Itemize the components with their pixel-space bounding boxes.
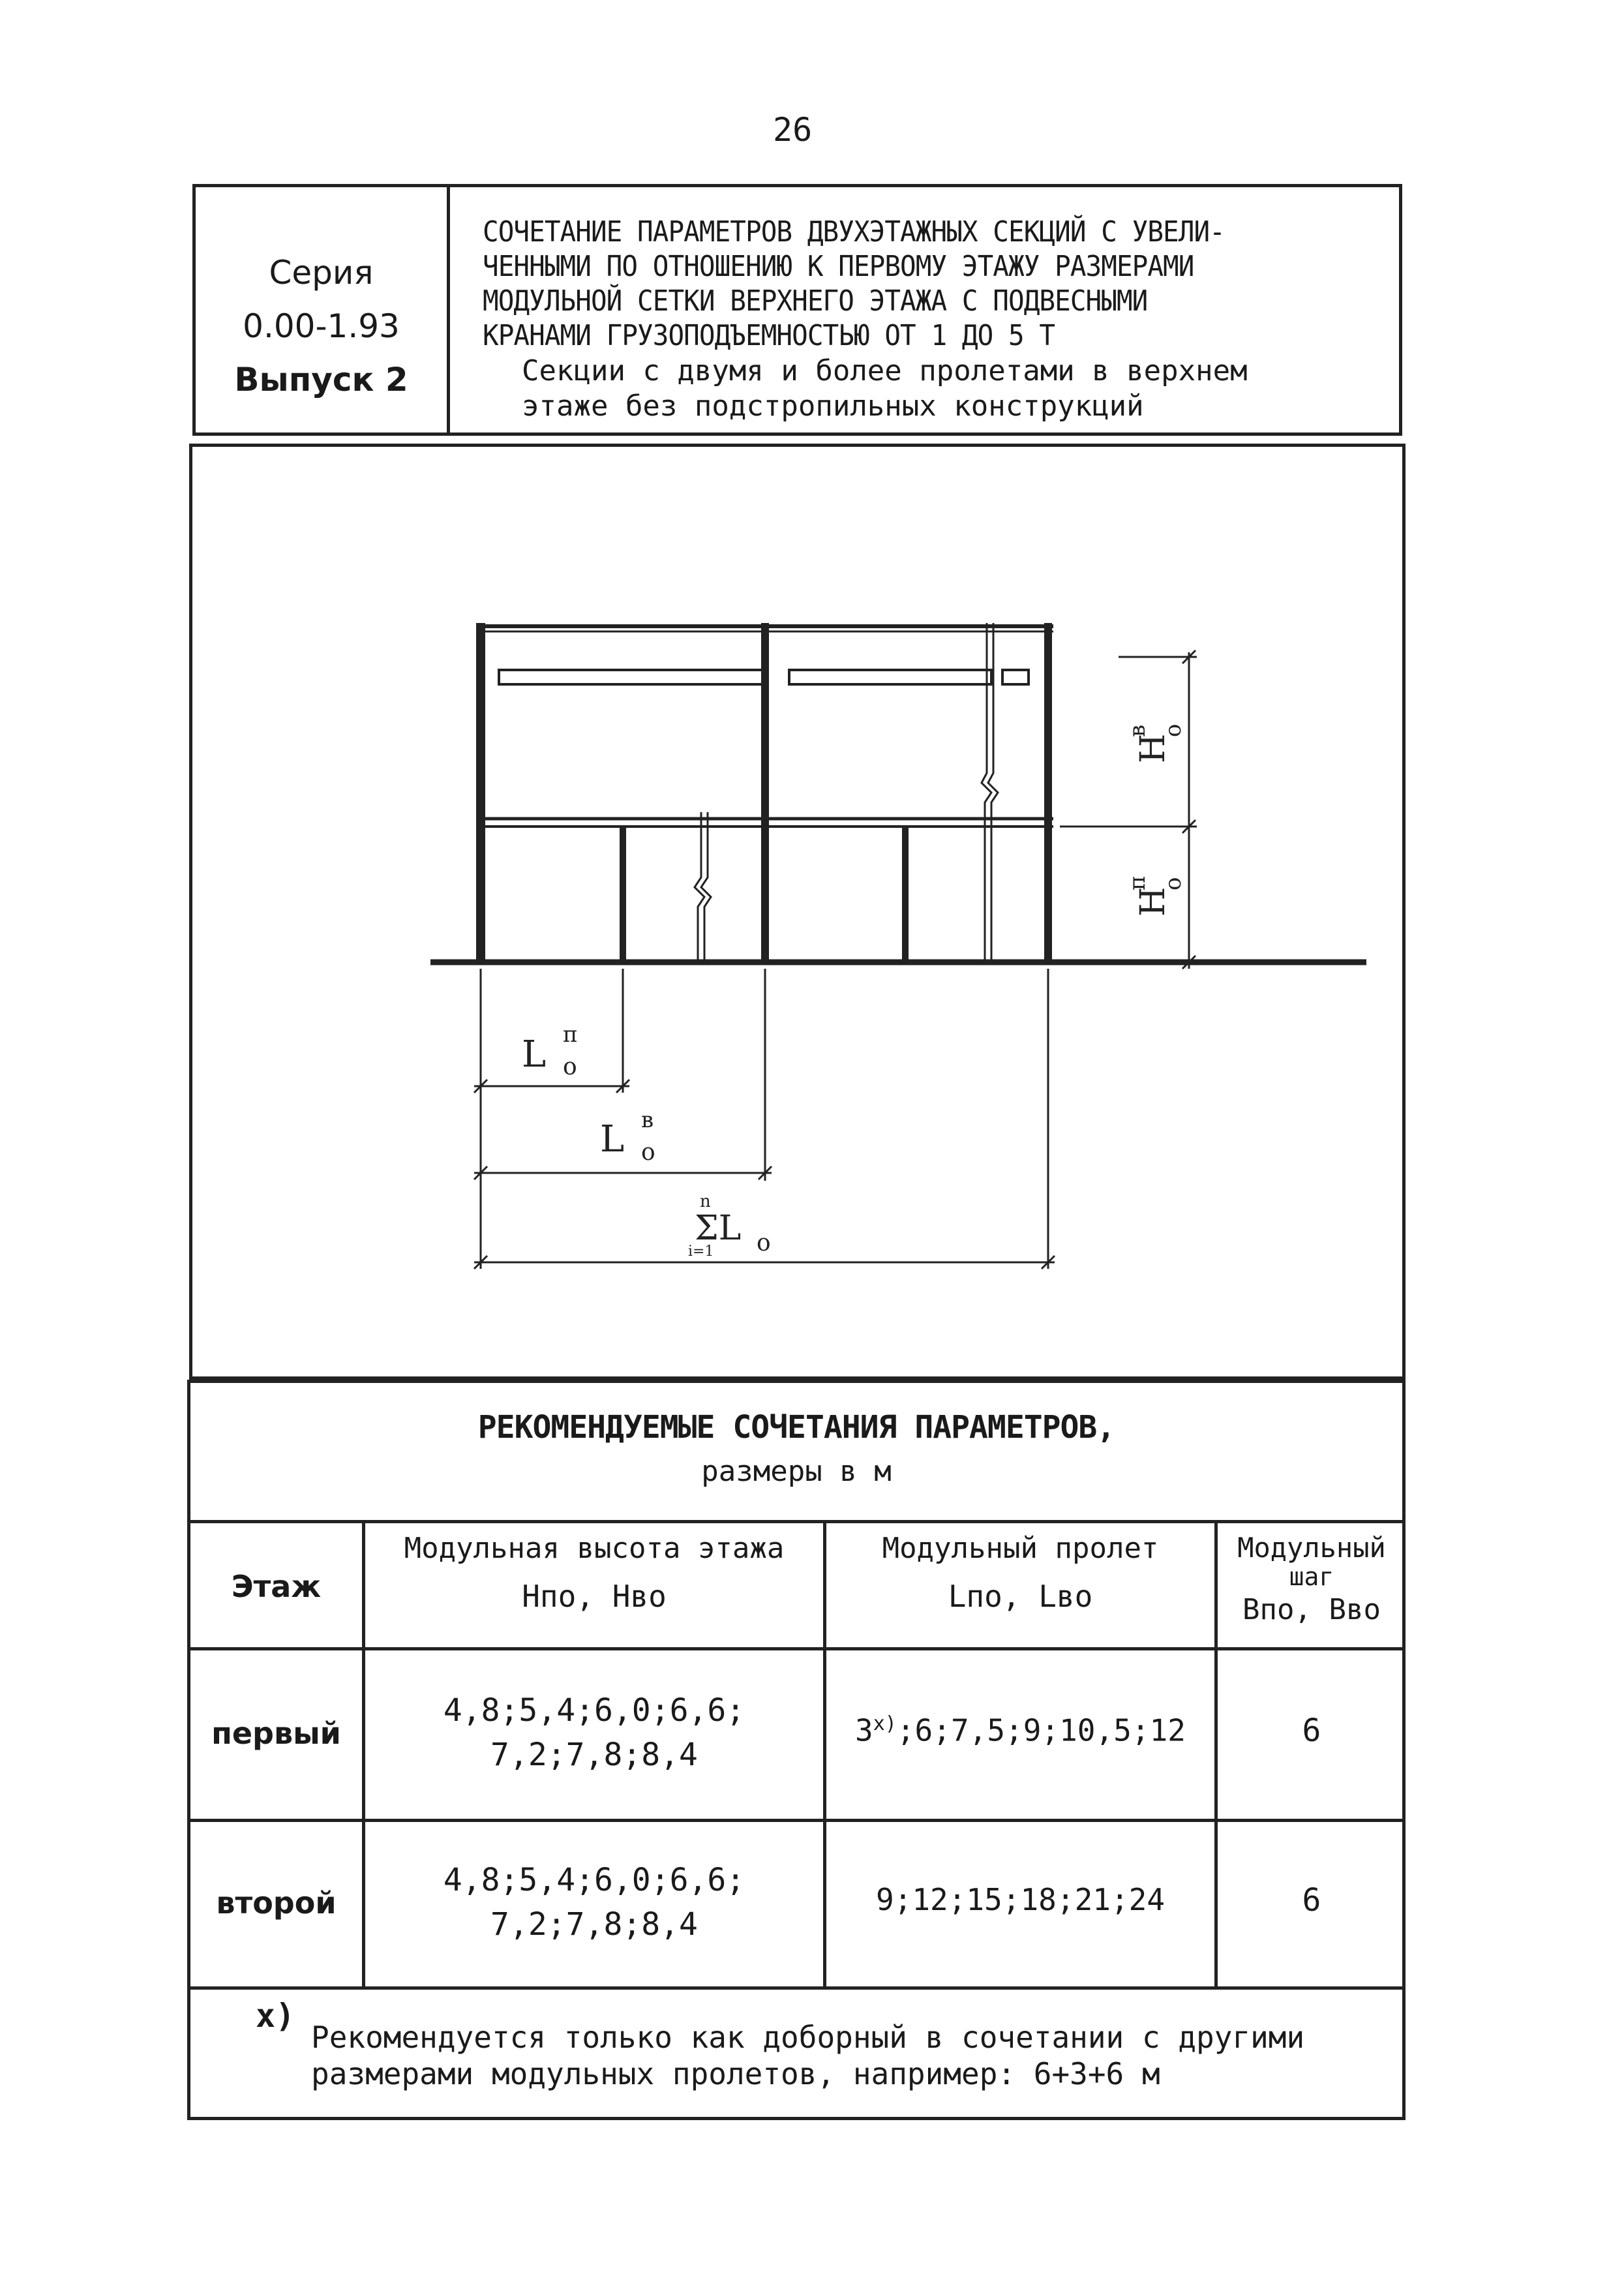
table-units: размеры в м bbox=[701, 1455, 892, 1488]
series-cell bbox=[196, 187, 450, 433]
parameters-table bbox=[187, 1380, 1406, 2120]
title-block bbox=[192, 184, 1402, 436]
header-span-symbols: Lпо, Lво bbox=[948, 1579, 1093, 1614]
dim-label-sum-lower: i=1 bbox=[688, 1243, 714, 1260]
dim-label-lv-sup: в bbox=[641, 1107, 654, 1133]
dim-label-h-lower-sup: п bbox=[1124, 875, 1150, 890]
series-code: 0.00-1.93 bbox=[243, 307, 400, 345]
row-heights bbox=[365, 1858, 823, 1947]
row-heights bbox=[365, 1688, 823, 1777]
header-height-title: Модульная высота этажа bbox=[404, 1532, 785, 1565]
dim-label-h-lower-sub: о bbox=[1160, 877, 1186, 890]
row-heights-line: 7,2;7,8;8,4 bbox=[490, 1737, 698, 1773]
row-step: 6 bbox=[1302, 1882, 1321, 1919]
dim-label-sum-upper: n bbox=[700, 1192, 711, 1211]
dim-label-h-upper-sup: в bbox=[1124, 724, 1150, 737]
row-spans: 9;12;15;18;21;24 bbox=[875, 1882, 1165, 1917]
dim-label-sum: ΣL bbox=[695, 1209, 742, 1248]
page-number: 26 bbox=[773, 111, 813, 149]
footnote-line: Рекомендуется только как доборный в сочетании с другими bbox=[311, 2020, 1305, 2055]
footnote-mark: x) bbox=[256, 1997, 295, 2035]
dim-label-lp: L bbox=[522, 1033, 547, 1076]
header-floor: Этаж bbox=[231, 1569, 322, 1604]
footnote-text bbox=[311, 2019, 1387, 2092]
section-diagram bbox=[192, 447, 1409, 1383]
table-rule bbox=[190, 1520, 1402, 1523]
footnote-line: размерами модульных пролетов, например: 6+3+6 м bbox=[311, 2056, 1160, 2091]
header-step-symbols: Bпо, Bво bbox=[1242, 1593, 1381, 1626]
row-spans bbox=[826, 1712, 1214, 1748]
dim-label-h-upper: H bbox=[1134, 733, 1173, 763]
row-heights-line: 4,8;5,4;6,0;6,6; bbox=[443, 1862, 745, 1898]
dim-label-sum-sub: о bbox=[757, 1230, 771, 1256]
series-label: Серия bbox=[269, 254, 374, 292]
dim-label-h-lower: H bbox=[1134, 887, 1173, 917]
header-span-title: Модульный пролет bbox=[882, 1532, 1159, 1565]
title-line: КРАНАМИ ГРУЗОПОДЪЕМНОСТЬЮ ОТ 1 ДО 5 Т bbox=[483, 319, 1055, 352]
title-line: ЧЕННЫМИ ПО ОТНОШЕНИЮ К ПЕРВОМУ ЭТАЖУ РАЗМЕРАМИ bbox=[483, 250, 1194, 283]
dim-label-lv: L bbox=[600, 1118, 625, 1161]
header-step-title: Модульный bbox=[1237, 1532, 1386, 1564]
dim-label-lp-sub: о bbox=[563, 1054, 577, 1080]
span-value: 3 bbox=[855, 1712, 873, 1748]
row-heights-line: 4,8;5,4;6,0;6,6; bbox=[443, 1692, 745, 1729]
span-values: ;6;7,5;9;10,5;12 bbox=[896, 1712, 1186, 1748]
header-step-title-2: шаг bbox=[1289, 1562, 1334, 1591]
dim-label-lp-sup: п bbox=[563, 1022, 578, 1048]
sheet-subtitle bbox=[522, 354, 1389, 424]
table-rule bbox=[190, 1647, 1402, 1650]
title-line: СОЧЕТАНИЕ ПАРАМЕТРОВ ДВУХЭТАЖНЫХ СЕКЦИЙ С УВЕЛИ- bbox=[483, 215, 1225, 249]
break-line bbox=[701, 812, 711, 962]
crane-beam bbox=[789, 670, 991, 684]
crane-beam bbox=[499, 670, 766, 684]
subtitle-line: этаже без подстропильных конструкций bbox=[522, 389, 1144, 423]
dim-label-h-upper-sub: о bbox=[1160, 723, 1186, 737]
dim-label-lv-sub: о bbox=[641, 1139, 655, 1166]
section-diagram-panel bbox=[189, 444, 1406, 1380]
break-line bbox=[982, 623, 991, 962]
break-line bbox=[988, 623, 998, 962]
table-caption: РЕКОМЕНДУЕМЫЕ СОЧЕТАНИЯ ПАРАМЕТРОВ, bbox=[477, 1409, 1115, 1446]
row-heights-line: 7,2;7,8;8,4 bbox=[490, 1906, 698, 1943]
subtitle-line: Секции с двумя и более пролетами в верхнем bbox=[522, 354, 1248, 387]
break-line bbox=[695, 812, 704, 962]
sheet-title bbox=[483, 215, 1319, 353]
row-step: 6 bbox=[1302, 1712, 1321, 1749]
row-floor-label: первый bbox=[211, 1716, 341, 1751]
table-rule bbox=[190, 1819, 1402, 1822]
crane-beam bbox=[1002, 670, 1029, 684]
footnote-ref: x) bbox=[873, 1712, 897, 1735]
table-rule bbox=[190, 1986, 1402, 1990]
header-height-symbols: Hпо, Hво bbox=[522, 1579, 667, 1614]
row-floor-label: второй bbox=[216, 1885, 337, 1921]
title-line: МОДУЛЬНОЙ СЕТКИ ВЕРХНЕГО ЭТАЖА С ПОДВЕСНЫМИ bbox=[483, 284, 1148, 318]
issue-label: Выпуск 2 bbox=[234, 361, 408, 399]
